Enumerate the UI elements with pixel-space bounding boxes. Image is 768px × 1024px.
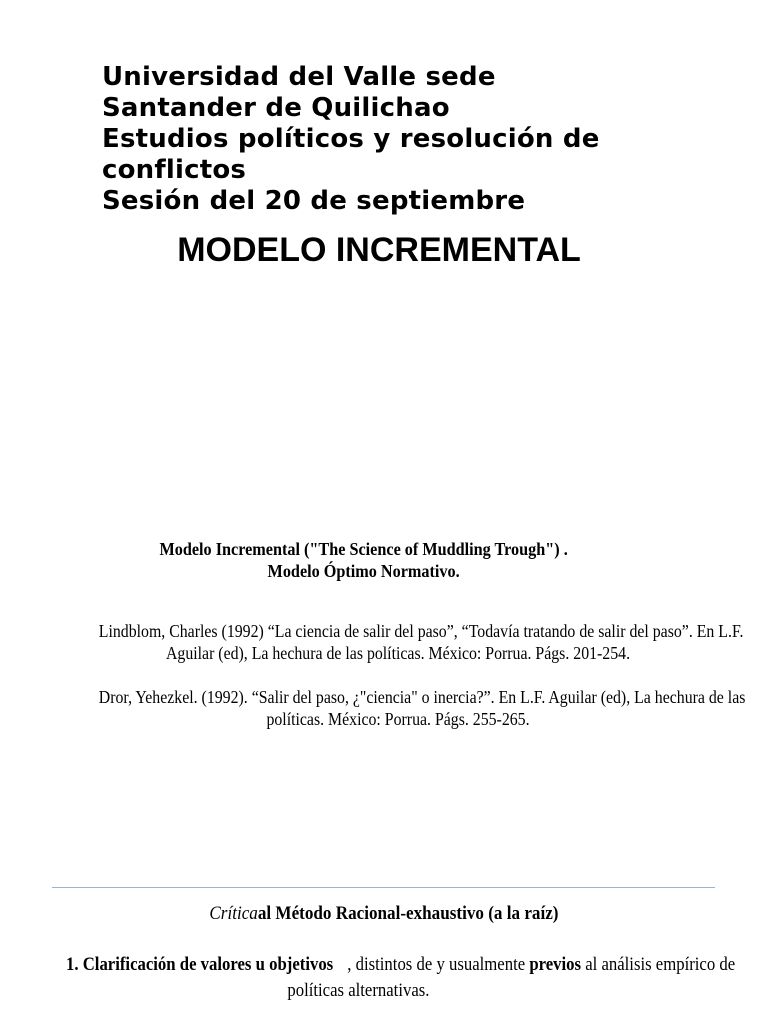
critica-bold: al Método Racional-exhaustivo (a la raíz) bbox=[257, 903, 559, 924]
point-1-text-a: , distintos de y usualmente bbox=[347, 954, 526, 975]
divider bbox=[52, 887, 715, 888]
reference-dror bbox=[58, 686, 746, 730]
section-title-line1: Modelo Incremental ("The Science of Muddling Trough") . bbox=[159, 539, 568, 559]
course-line-cont: conflictos bbox=[102, 155, 247, 185]
reference-line: Aguilar (ed), La hechura de las políticas. México: Porrua. Págs. 201-254. bbox=[165, 643, 631, 663]
reference-line: Lindblom, Charles (1992) “La ciencia de salir del paso”, “Todavía tratando de salir del paso”. En L.F. bbox=[98, 621, 744, 641]
section-title-line2: Modelo Óptimo Normativo. bbox=[267, 561, 460, 581]
reference-line: Dror, Yehezkel. (1992). “Salir del paso, ¿"ciencia" o inercia?”. En L.F. Aguilar (ed), La hechura de las bbox=[98, 687, 746, 707]
header-block bbox=[102, 62, 722, 217]
point-1 bbox=[66, 952, 736, 1004]
page-title: MODELO INCREMENTAL bbox=[177, 231, 581, 269]
section-title bbox=[0, 538, 727, 582]
point-1-emphasis: previos bbox=[529, 954, 582, 975]
critica-heading bbox=[0, 902, 768, 926]
course-line: Estudios políticos y resolución de bbox=[102, 124, 600, 154]
point-1-label: 1. Clarificación de valores u objetivos bbox=[66, 954, 334, 975]
session-line: Sesión del 20 de septiembre bbox=[102, 186, 526, 216]
campus-line: Santander de Quilichao bbox=[102, 93, 450, 123]
reference-lindblom bbox=[58, 620, 744, 664]
university-line: Universidad del Valle sede bbox=[102, 62, 496, 92]
reference-line: políticas. México: Porrua. Págs. 255-265. bbox=[266, 709, 530, 729]
point-1-text-b: al análisis empírico de bbox=[581, 954, 736, 975]
point-1-line2: políticas alternativas. bbox=[287, 980, 430, 1001]
critica-italic: Crítica bbox=[209, 903, 258, 924]
